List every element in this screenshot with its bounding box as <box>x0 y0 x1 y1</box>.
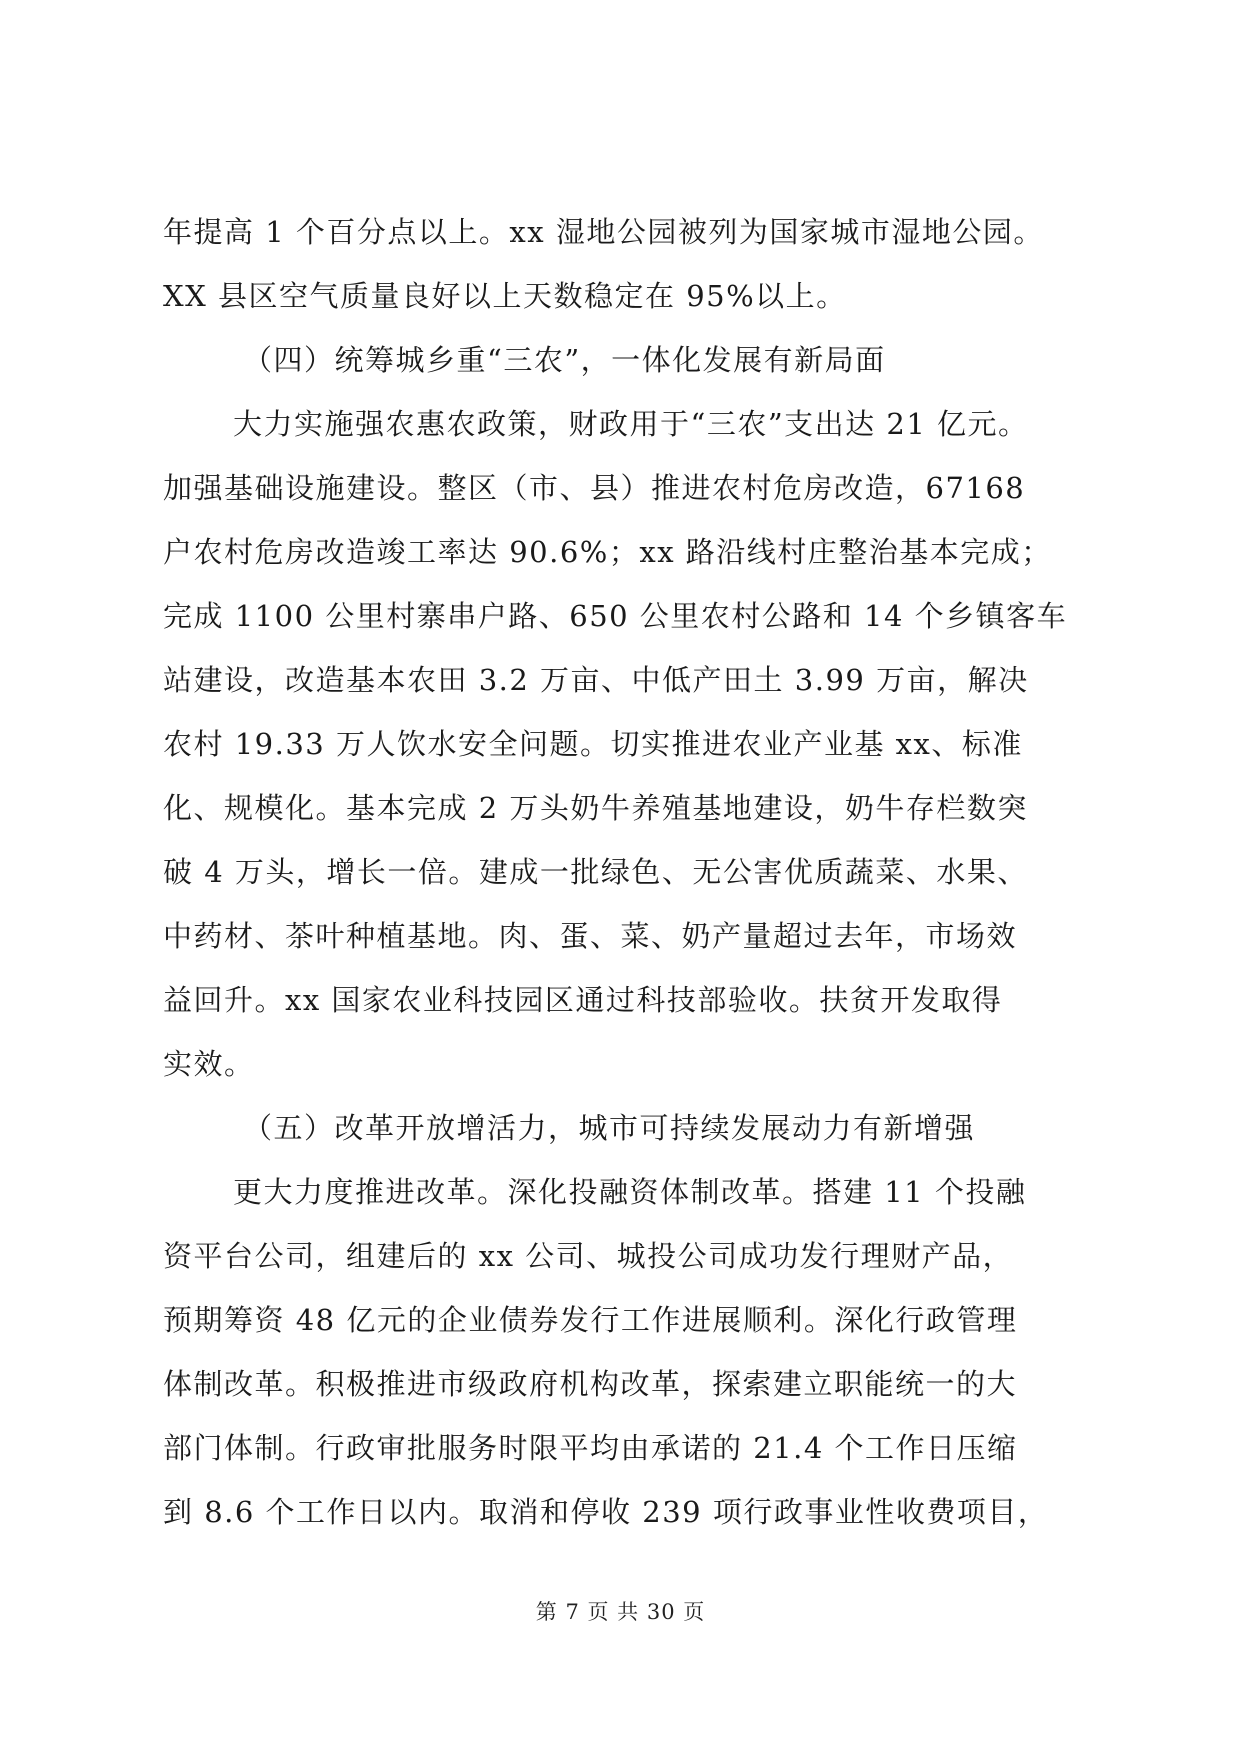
body-text-line: XX 县区空气质量良好以上天数稳定在 95%以上。 <box>163 279 847 313</box>
body-text-line: 资平台公司，组建后的 xx 公司、城投公司成功发行理财产品， <box>163 1239 1014 1273</box>
body-text-line: 到 8.6 个工作日以内。取消和停收 239 项行政事业性收费项目， <box>163 1495 1049 1529</box>
body-text-line: 加强基础设施建设。整区（市、县）推进农村危房改造，67168 <box>163 471 1026 505</box>
section-heading-five: （五）改革开放增活力，城市可持续发展动力有新增强 <box>243 1111 976 1145</box>
page-footer: 第 7 页 共 30 页 <box>535 1600 706 1624</box>
section-heading-four: （四）统筹城乡重“三农”，一体化发展有新局面 <box>243 343 886 377</box>
body-text-line: 部门体制。行政审批服务时限平均由承诺的 21.4 个工作日压缩 <box>163 1431 1018 1465</box>
body-text-line: 户农村危房改造竣工率达 90.6%；xx 路沿线村庄整治基本完成； <box>163 535 1052 569</box>
body-text-line: 中药材、茶叶种植基地。肉、蛋、菜、奶产量超过去年，市场效 <box>163 919 1018 953</box>
body-text-line: 预期筹资 48 亿元的企业债券发行工作进展顺利。深化行政管理 <box>163 1303 1018 1337</box>
body-text-line: 站建设，改造基本农田 3.2 万亩、中低产田土 3.99 万亩，解决 <box>163 663 1029 697</box>
paragraph-first-line: 更大力度推进改革。深化投融资体制改革。搭建 11 个投融 <box>233 1175 1027 1209</box>
paragraph-first-line: 大力实施强农惠农政策，财政用于“三农”支出达 21 亿元。 <box>233 407 1029 441</box>
body-text-line: 化、规模化。基本完成 2 万头奶牛养殖基地建设，奶牛存栏数突 <box>163 791 1028 825</box>
body-text-line: 体制改革。积极推进市级政府机构改革，探索建立职能统一的大 <box>163 1367 1018 1401</box>
body-text-line: 农村 19.33 万人饮水安全问题。切实推进农业产业基 xx、标准 <box>163 727 1023 761</box>
body-text-line: 实效。 <box>163 1047 255 1081</box>
body-text-line: 益回升。xx 国家农业科技园区通过科技部验收。扶贫开发取得 <box>163 983 1003 1017</box>
document-body <box>163 200 1083 1544</box>
body-text-line: 完成 1100 公里村寨串户路、650 公里农村公路和 14 个乡镇客车 <box>163 599 1068 633</box>
body-text-line: 年提高 1 个百分点以上。xx 湿地公园被列为国家城市湿地公园。 <box>163 215 1044 249</box>
body-text-line: 破 4 万头，增长一倍。建成一批绿色、无公害优质蔬菜、水果、 <box>163 855 1028 889</box>
